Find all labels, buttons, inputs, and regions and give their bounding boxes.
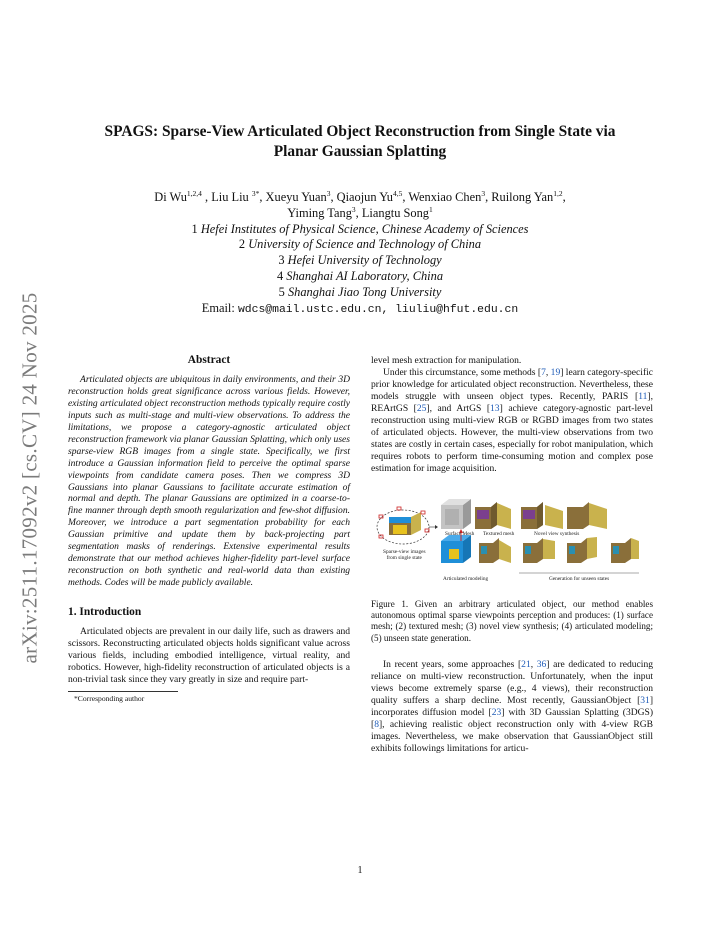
affiliation-2 xyxy=(60,237,660,253)
right-column xyxy=(371,355,653,755)
arxiv-identifier: arXiv:2511.17092v2 [cs.CV] 24 Nov 2025 xyxy=(17,292,42,664)
affiliation-number: 1 xyxy=(191,221,198,236)
author-affil-sup: 1 xyxy=(428,204,433,214)
email-label: Email: xyxy=(201,300,235,315)
affiliation-text: Shanghai Jiao Tong University xyxy=(287,284,442,299)
text-run: ] are dedicated to reducing reliance on multi-view reconstruction. Unfortunately, when the input views become extremely sparse (e.g., 4 views), their reconstruction quality suffers a sharp decline. Most recently, GaussianObject [ xyxy=(371,659,653,707)
arxiv-stamp xyxy=(10,268,50,688)
label-input-views: Sparse-view images from single state xyxy=(383,548,426,561)
affiliation-number: 5 xyxy=(278,284,285,299)
text-run: ] achieve category-agnostic part-level reconstruction using multi-view RGB or RGBD images from two states of articulated objects. However, the multi-view observations from two states are costly in certain cases, especially for robot manipulation, which requires robots to perform time-consuming motion and complex pose estimation for image acquisition. xyxy=(371,402,654,474)
author-affil-sup: 1,2,4 xyxy=(186,188,202,198)
input-views-ellipse xyxy=(377,507,438,544)
affiliation-text: Shanghai AI Laboratory, China xyxy=(286,268,444,283)
affiliation-number: 2 xyxy=(238,237,246,252)
author-sep: , xyxy=(355,205,362,220)
citation-link[interactable]: 25 xyxy=(416,402,427,414)
author-affil-sup: 1,2 xyxy=(553,188,563,198)
author-affil-sup: 3 xyxy=(351,204,356,214)
author-sep: , xyxy=(402,190,409,204)
text-run: , xyxy=(545,366,551,378)
author-affil-sup: 3 xyxy=(326,188,331,198)
surface-mesh-render xyxy=(441,499,471,529)
text-run: ], achieving realistic object reconstruction only with 4-view RGB images. Nevertheless, we make observation that GaussianObject still exhibits followings limitations for articu- xyxy=(371,718,653,754)
label-articulated-modeling: Articulated modeling xyxy=(443,575,489,582)
text-run: ] incorporates diffusion model [ xyxy=(371,695,653,718)
paper-title xyxy=(60,122,660,162)
novel-view-renders xyxy=(521,502,607,529)
abstract-heading: Abstract xyxy=(187,354,231,366)
textured-mesh-render xyxy=(475,502,511,529)
author-name: Xueyu Yuan xyxy=(265,190,327,204)
author-affil-sup: 3* xyxy=(251,188,260,198)
citation-link[interactable]: 19 xyxy=(550,366,561,378)
text-run: ] learn category-specific prior knowledge for articulated object reconstruction. Nevertheless, these models struggle with unseen object types. Recently, PARIS [ xyxy=(371,366,654,402)
author-sep: , xyxy=(330,190,337,204)
affiliation-3 xyxy=(60,253,660,269)
footnote-corresponding-author: *Corresponding author xyxy=(74,693,145,703)
author-sep: , xyxy=(201,190,212,204)
affiliation-text: Hefei Institutes of Physical Science, Chinese Academy of Sciences xyxy=(200,221,529,236)
citation-link[interactable]: 7 xyxy=(541,366,546,378)
text-run: , xyxy=(530,659,537,671)
affiliation-number: 4 xyxy=(276,268,284,283)
author-name: Ruilong Yan xyxy=(491,190,554,204)
label-unseen-states: Generation for unseen states xyxy=(549,575,610,582)
figure-1 xyxy=(371,497,653,585)
author-block xyxy=(60,190,660,318)
author-name: Qiaojun Yu xyxy=(336,190,393,204)
label-novel-view-synthesis: Novel view synthesis xyxy=(534,530,580,537)
title-line-1: SPAGS: Sparse-View Articulated Object Reconstruction from Single State via xyxy=(104,123,616,140)
figure-1-illustration xyxy=(371,497,653,585)
author-line-1 xyxy=(60,190,660,206)
text-run: ], REArtGS [ xyxy=(371,390,653,414)
text-run: ] with 3D Gaussian Splatting (3DGS) [ xyxy=(371,706,654,730)
figure-1-caption: Figure 1. Given an arbitrary articulated object, our method enables autonomous optimal sparse viewpoints perception and produces: (1) surface mesh; (2) textured mesh; (3) novel view synthesis; (4) articulated modeling; (5) unseen state generation. xyxy=(371,598,653,643)
citation-link[interactable]: 23 xyxy=(491,706,502,718)
citation-link[interactable]: 11 xyxy=(638,390,648,402)
abstract-text: Articulated objects are ubiquitous in daily environments, and their 3D reconstruction holds great significance across various fields. However, existing articulated object reconstruction methods typically require costly inputs such as multi-stage and multi-view observations. To address the limitations, we propose a category-agnostic articulated object reconstruction framework via planar Gaussian Splatting, which only uses sparse-view RGB images from a single state. Specifically, we first introduce a Gaussian information field to perceive the optimal sparse viewpoints from candidate camera poses. Then we compress 3D Gaussians into planar Gaussians to facilitate accurate estimation of normal and depth. The planar Gaussians are optimized in a coarse-to-fine manner through depth smooth regularization and few-shot diffusion. Moreover, we introduce a part segmentation probability for each Gaussian primitive and update them by back-projecting part segmentation masks of renderings. Extensive experimental results demonstrate that our method achieves higher-fidelity part-level surface reconstruction on both synthetic and real-world data than existing methods. Codes will be made publicly available. xyxy=(68,373,350,589)
author-sep: , xyxy=(485,190,492,204)
title-line-2: Planar Gaussian Splatting xyxy=(273,143,447,160)
author-affil-sup: 3 xyxy=(481,188,486,198)
author-name: Liu Liu xyxy=(211,190,249,204)
text-run: ], and ArtGS [ xyxy=(426,402,491,414)
label-textured-mesh: Textured mesh xyxy=(483,530,515,537)
affiliation-text: University of Science and Technology of China xyxy=(248,237,482,252)
paragraph-sparse-view xyxy=(371,659,653,755)
paragraph-prior-methods xyxy=(371,367,653,475)
citation-link[interactable]: 8 xyxy=(374,718,379,730)
author-sep: , xyxy=(562,190,566,204)
affiliation-4 xyxy=(60,269,660,285)
affiliation-1 xyxy=(60,222,660,238)
citation-link[interactable]: 13 xyxy=(490,402,500,414)
left-column xyxy=(68,355,350,704)
affiliation-5 xyxy=(60,285,660,301)
author-affil-sup: 4,5 xyxy=(392,188,403,198)
author-name: Yiming Tang xyxy=(287,205,352,220)
email-address[interactable]: wdcs@mail.ustc.edu.cn, liuliu@hfut.edu.cn xyxy=(237,303,519,316)
intro-paragraph: Articulated objects are prevalent in our daily life, such as drawers and scissors. Reconstructing articulated objects holds significant value across various fields, including embodied intelligence, virtual reality, and robotics. However, high-fidelity reconstruction of articulated objects is a non-trivial task since they vary greatly in size and require part- xyxy=(68,626,350,685)
unseen-state-renders xyxy=(479,537,639,563)
section-heading-introduction: 1. Introduction xyxy=(68,606,142,619)
page-number: 1 xyxy=(357,865,363,876)
author-sep: , xyxy=(259,190,266,204)
citation-link[interactable]: 31 xyxy=(640,695,650,707)
affiliation-number: 3 xyxy=(278,253,285,268)
email-line xyxy=(60,301,660,319)
text-run: Under this circumstance, some methods [ xyxy=(383,366,542,378)
author-name: Liangtu Song xyxy=(361,205,429,220)
citation-link[interactable]: 21 xyxy=(521,659,531,671)
text-run: In recent years, some approaches [ xyxy=(383,659,522,671)
author-name: Di Wu xyxy=(154,190,187,204)
affiliation-text: Hefei University of Technology xyxy=(287,253,442,268)
footnote-divider xyxy=(68,691,178,692)
label-surface-mesh: Surface Mesh xyxy=(445,530,475,537)
citation-link[interactable]: 36 xyxy=(536,659,547,671)
author-line-2 xyxy=(60,206,660,222)
author-name: Wenxiao Chen xyxy=(408,190,482,204)
continued-paragraph: level mesh extraction for manipulation. xyxy=(371,355,522,366)
